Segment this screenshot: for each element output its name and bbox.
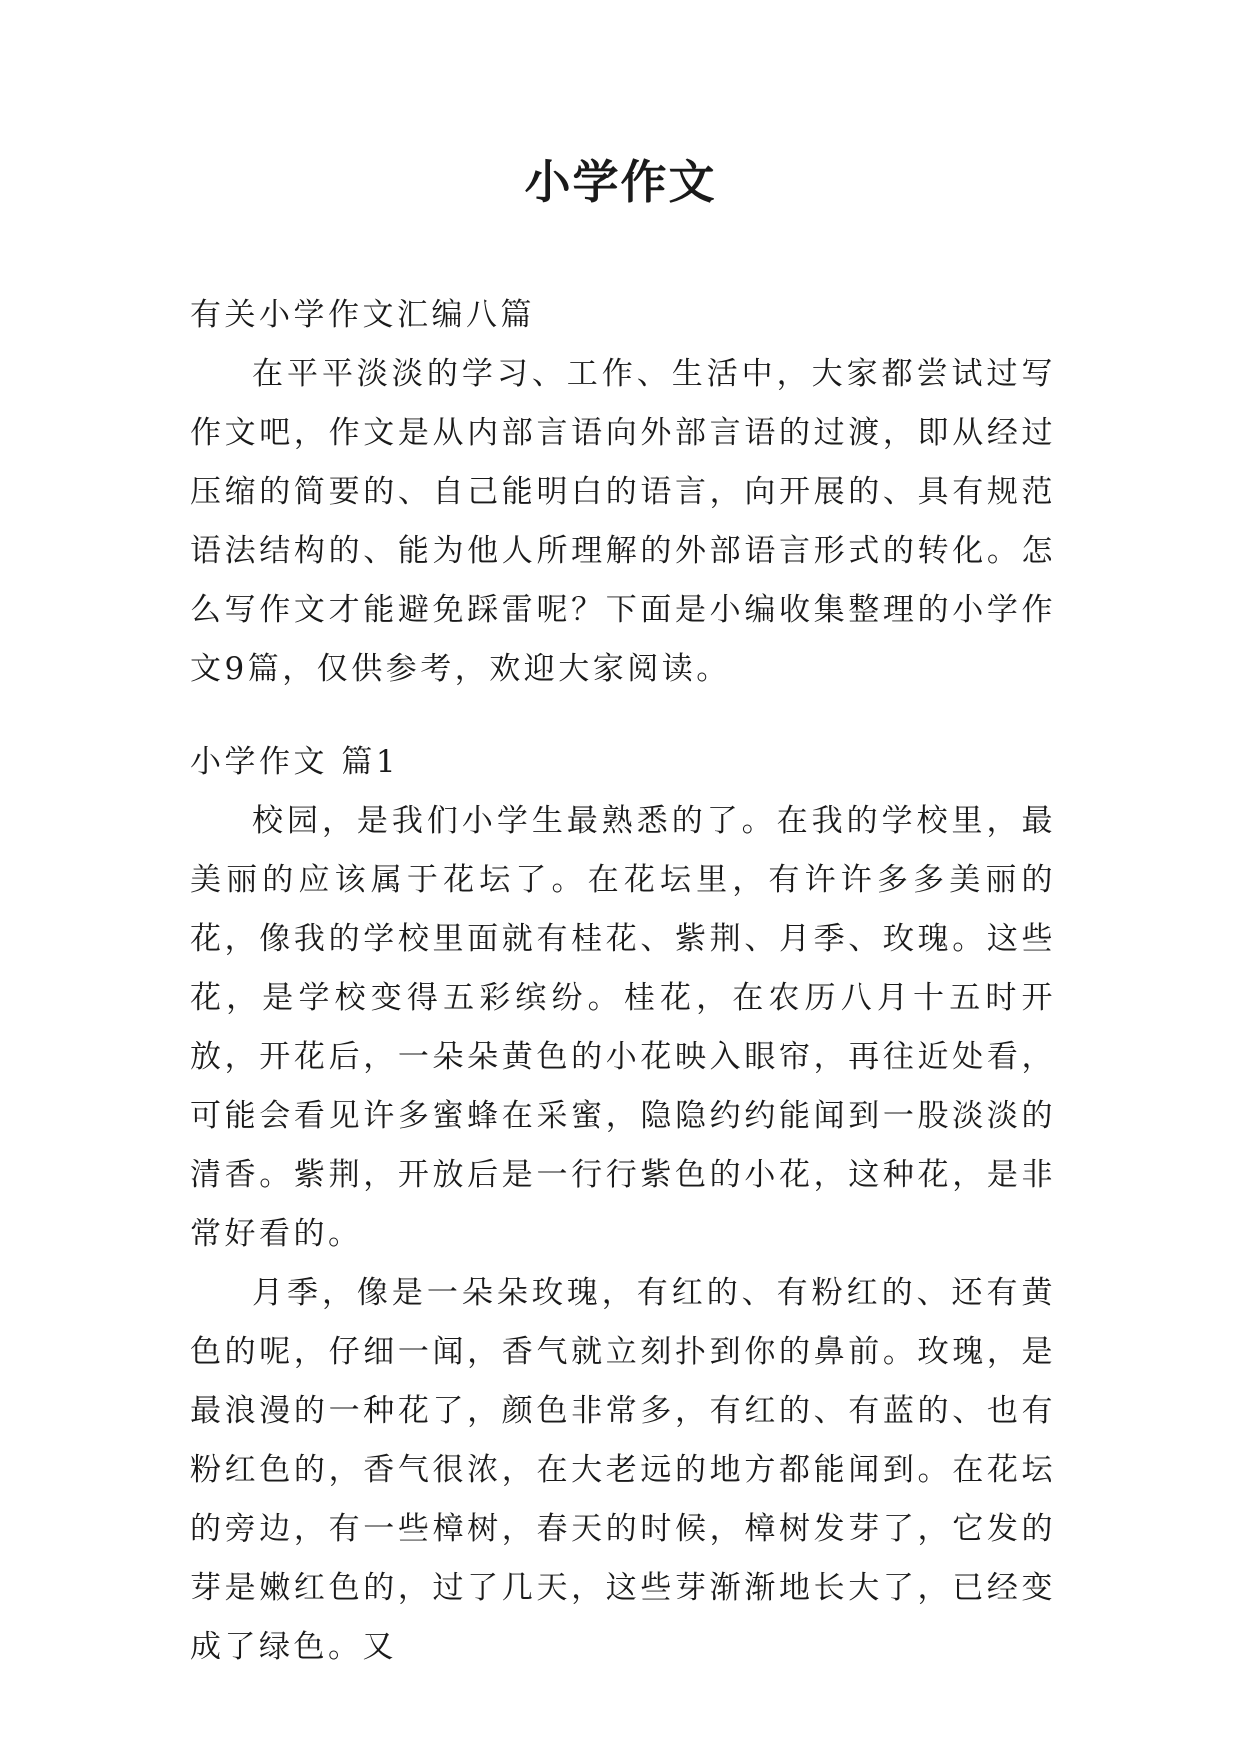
- document-body: [190, 286, 1056, 1677]
- intro-paragraph: 在平平淡淡的学习、工作、生活中，大家都尝试过写作文吧，作文是从内部言语向外部言语的过渡，即从经过压缩的简要的、自己能明白的语言，向开展的、具有规范语法结构的、能为他人所理解的外部语言形式的转化。怎么写作文才能避免踩雷呢？下面是小编收集整理的小学作文9篇，仅供参考，欢迎大家阅读。: [190, 356, 1056, 687]
- section-spacer: [190, 699, 1056, 733]
- body-paragraph: 月季，像是一朵朵玫瑰，有红的、有粉红的、还有黄色的呢，仔细一闻，香气就立刻扑到你的鼻前。玫瑰，是最浪漫的一种花了，颜色非常多，有红的、有蓝的、也有粉红色的，香气很浓，在大老远的地方都能闻到。在花坛的旁边，有一些樟树，春天的时候，樟树发芽了，它发的芽是嫩红色的，过了几天，这些芽渐渐地长大了，已经变成了绿色。又: [190, 1275, 1056, 1665]
- section-heading: 小学作文 篇1: [190, 744, 400, 780]
- document-title: 小学作文: [524, 155, 717, 209]
- document-subtitle: 有关小学作文汇编八篇: [190, 297, 535, 333]
- body-paragraph: 校园，是我们小学生最熟悉的了。在我的学校里，最美丽的应该属于花坛了。在花坛里，有许许多多美丽的花，像我的学校里面就有桂花、紫荆、月季、玫瑰。这些花，是学校变得五彩缤纷。桂花，在农历八月十五时开放，开花后，一朵朵黄色的小花映入眼帘，再往近处看，可能会看见许多蜜蜂在采蜜，隐隐约约能闻到一股淡淡的清香。紫荆，开放后是一行行紫色的小花，这种花，是非常好看的。: [190, 803, 1056, 1252]
